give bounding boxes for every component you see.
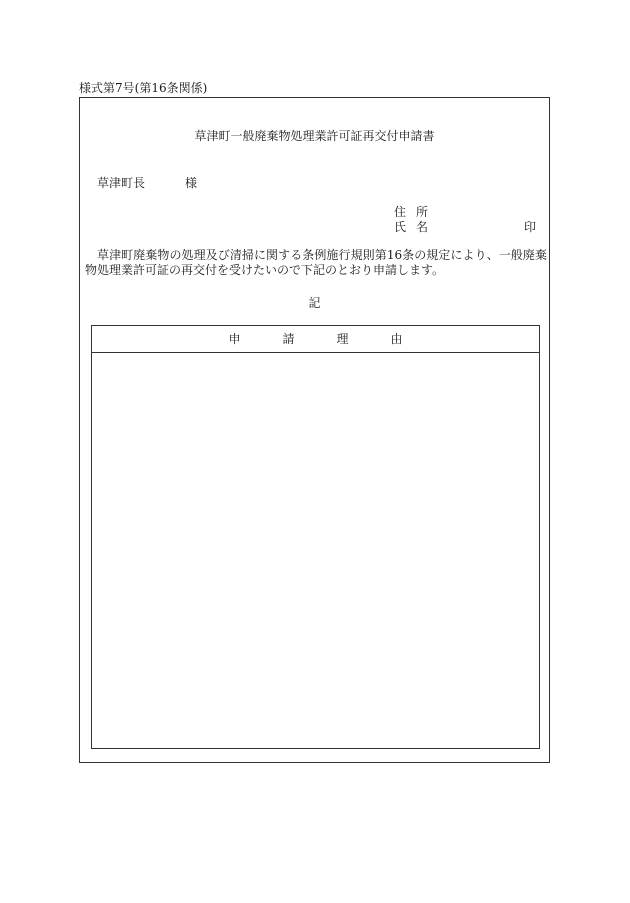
form-frame	[79, 97, 550, 763]
form-number: 様式第7号(第16条関係)	[79, 81, 208, 95]
applicant-name-row	[394, 220, 536, 235]
applicant-block	[394, 205, 536, 235]
ki-heading: 記	[308, 296, 321, 310]
applicant-address-row	[394, 205, 536, 220]
addressee-honorific: 様	[185, 176, 198, 190]
application-statement: 草津町廃棄物の処理及び清掃に関する条例施行規則第16条の規定により、一般廃棄物処理業許可証の再交付を受けたいので下記のとおり申請します。	[85, 248, 547, 277]
reason-header-char: 申	[228, 332, 241, 346]
reason-content-field[interactable]	[92, 353, 539, 749]
addressee	[97, 175, 197, 191]
reason-header-char: 請	[282, 332, 295, 346]
addressee-name: 草津町長	[97, 176, 146, 190]
reason-header	[92, 326, 539, 353]
address-label: 住所	[394, 205, 439, 219]
reason-header-char: 由	[390, 332, 403, 346]
reason-header-char: 理	[336, 332, 349, 346]
seal-mark: 印	[523, 220, 536, 234]
name-label: 氏名	[394, 220, 439, 234]
document-title: 草津町一般廃棄物処理業許可証再交付申請書	[194, 129, 435, 143]
reason-table	[91, 325, 540, 749]
